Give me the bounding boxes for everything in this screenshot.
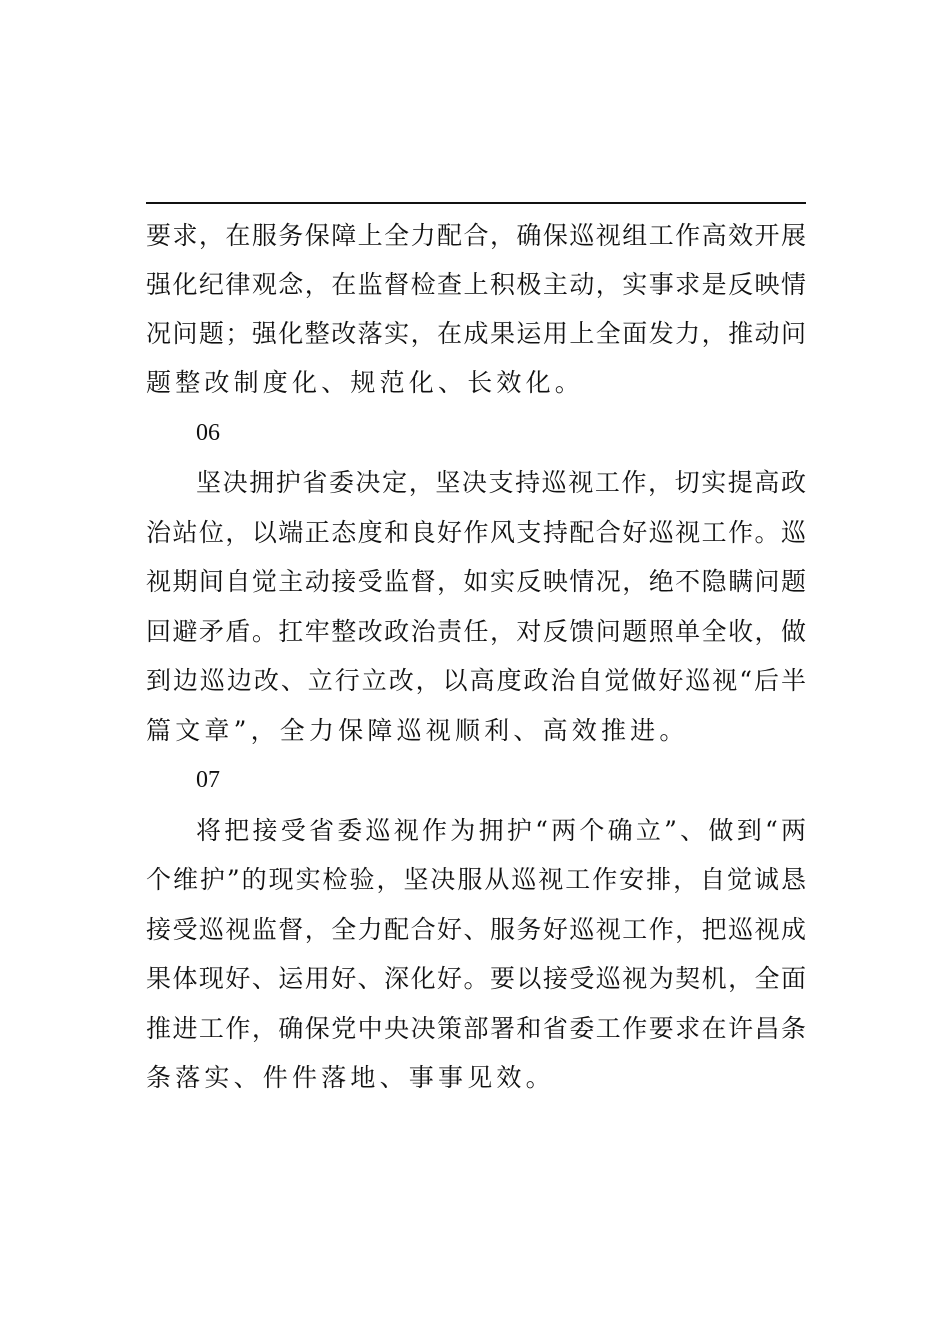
section-number-06: 06 bbox=[196, 420, 220, 446]
text-line: 篇文章”，全力保障巡视顺利、高效推进。 bbox=[146, 716, 689, 745]
header-rule bbox=[146, 202, 806, 204]
text-line: 果体现好、运用好、深化好。要以接受巡视为契机，全面 bbox=[146, 964, 806, 993]
text-line: 治站位，以端正态度和良好作风支持配合好巡视工作。巡 bbox=[146, 518, 806, 547]
text-line: 推进工作，确保党中央决策部署和省委工作要求在许昌条 bbox=[146, 1014, 806, 1043]
text-line: 接受巡视监督，全力配合好、服务好巡视工作，把巡视成 bbox=[146, 915, 806, 944]
text-line: 个维护”的现实检验，坚决服从巡视工作安排，自觉诚恳 bbox=[146, 865, 806, 894]
text-line: 强化纪律观念，在监督检查上积极主动，实事求是反映情 bbox=[146, 270, 806, 299]
section-number-07: 07 bbox=[196, 767, 220, 793]
text-line: 将把接受省委巡视作为拥护“两个确立”、做到“两 bbox=[196, 816, 806, 845]
text-line: 到边巡边改、立行立改，以高度政治自觉做好巡视“后半 bbox=[146, 666, 806, 695]
text-line: 况问题；强化整改落实，在成果运用上全面发力，推动问 bbox=[146, 319, 806, 348]
text-line: 条落实、件件落地、事事见效。 bbox=[146, 1063, 555, 1092]
text-line: 要求，在服务保障上全力配合，确保巡视组工作高效开展 bbox=[146, 221, 806, 250]
text-line: 题整改制度化、规范化、长效化。 bbox=[146, 368, 585, 397]
text-line: 视期间自觉主动接受监督，如实反映情况，绝不隐瞒问题 bbox=[146, 567, 806, 596]
text-line: 坚决拥护省委决定，坚决支持巡视工作，切实提高政 bbox=[196, 468, 806, 497]
text-line: 回避矛盾。扛牢整改政治责任，对反馈问题照单全收，做 bbox=[146, 617, 806, 646]
